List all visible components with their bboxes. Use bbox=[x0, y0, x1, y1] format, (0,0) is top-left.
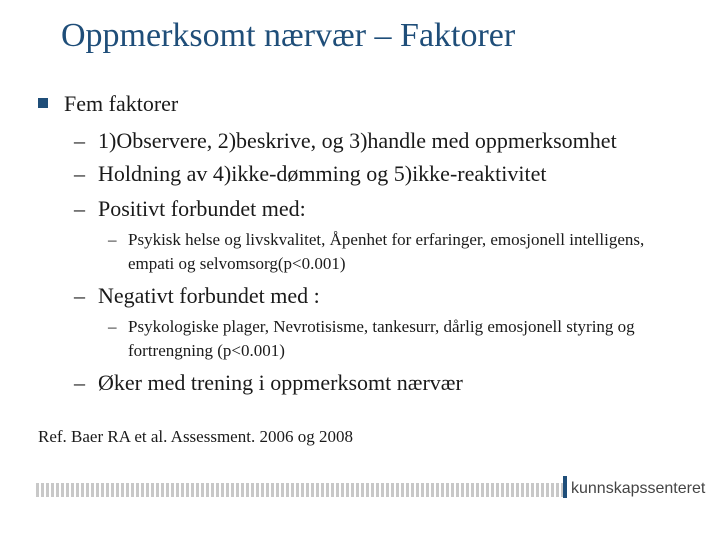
bullet-item-4 bbox=[74, 281, 320, 311]
negative-detail bbox=[108, 315, 668, 363]
bullet-item-4-text: Negativt forbundet med : bbox=[98, 283, 320, 308]
dash-bullet: – bbox=[74, 128, 85, 153]
bullet-item-5-text: Øker med trening i oppmerksomt nærvær bbox=[98, 370, 463, 395]
dash-bullet: – bbox=[108, 230, 117, 249]
bullet-item-5 bbox=[74, 368, 463, 398]
dash-bullet: – bbox=[74, 370, 85, 395]
bullet-item-3-text: Positivt forbundet med: bbox=[98, 196, 306, 221]
dash-bullet: – bbox=[108, 317, 117, 336]
logo-text: kunnskapssenteret bbox=[571, 480, 706, 497]
dash-bullet: – bbox=[74, 161, 85, 186]
bullet-item-2-text: Holdning av 4)ikke-dømming og 5)ikke-reaktivitet bbox=[98, 161, 547, 186]
bullet-level1-text: Fem faktorer bbox=[64, 91, 179, 116]
bullet-item-1 bbox=[74, 126, 617, 156]
positive-detail-text: Psykisk helse og livskvalitet, Åpenhet for erfaringer, emosjonell intelligens, empati og selvomsorg(p<0.001) bbox=[128, 230, 645, 273]
bullet-item-3 bbox=[74, 194, 306, 224]
bullet-item-2 bbox=[74, 159, 546, 189]
dash-bullet: – bbox=[74, 283, 85, 308]
reference-text: Ref. Baer RA et al. Assessment. 2006 og 2008 bbox=[38, 427, 353, 446]
positive-detail bbox=[108, 228, 668, 276]
square-bullet-icon bbox=[38, 98, 48, 108]
footer-decorative-bar bbox=[36, 483, 564, 497]
slide-title: Oppmerksomt nærvær – Faktorer bbox=[61, 17, 516, 54]
bullet-level1 bbox=[38, 89, 178, 119]
negative-detail-text: Psykologiske plager, Nevrotisisme, tankesurr, dårlig emosjonell styring og fortrengning (p<0.001) bbox=[128, 317, 635, 360]
dash-bullet: – bbox=[74, 196, 85, 221]
logo-mark-icon bbox=[563, 476, 567, 498]
bullet-item-1-text: 1)Observere, 2)beskrive, og 3)handle med oppmerksomhet bbox=[98, 128, 617, 153]
